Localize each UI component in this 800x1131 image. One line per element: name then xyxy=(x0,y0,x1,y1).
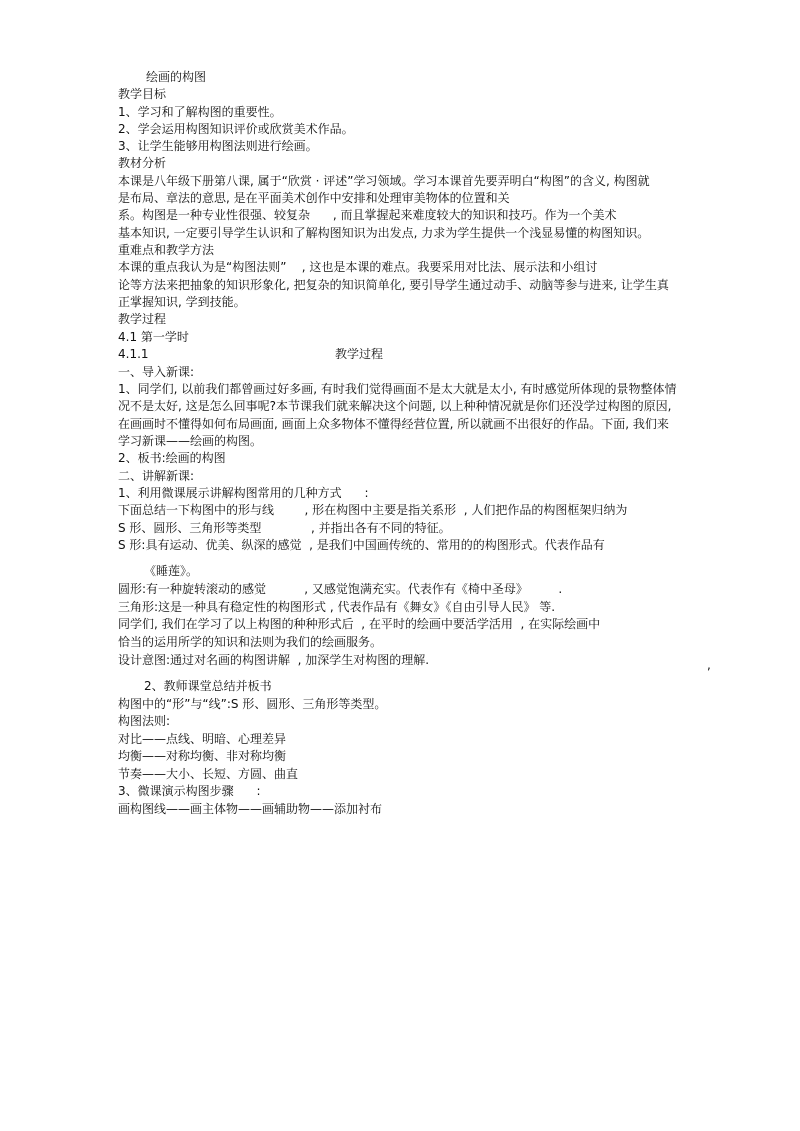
text-line: 1、利用微课展示讲解构图常用的几种方式 : xyxy=(118,486,369,500)
text-line: 画构图线——画主体物——画辅助物——添加衬布 xyxy=(118,802,383,816)
section-heading-process: 教学过程 xyxy=(118,312,167,326)
section-heading-analysis: 教材分析 xyxy=(118,156,167,170)
text-line: 本课的重点我认为是“构图法则” , 这也是本课的难点。我要采用对比法、展示法和小组讨 xyxy=(118,260,598,274)
text-line: 本课是八年级下册第八课, 属于“欣赏 · 评述”学习领域。学习本课首先要弄明白“构图”的含义, 构图就 xyxy=(118,174,650,188)
section-heading-methods: 重难点和教学方法 xyxy=(118,243,215,257)
text-line: 设计意图:通过对名画的构图讲解 , 加深学生对构图的理解. xyxy=(118,653,430,667)
section-heading-goals: 教学目标 xyxy=(118,87,167,101)
text-line: S 形、圆形、三角形等类型 , 并指出各有不同的特征。 xyxy=(118,521,451,535)
text-line: 1、同学们, 以前我们都曾画过好多画, 有时我们觉得画面不是太大就是太小, 有时感觉所体现的景物整体情 xyxy=(118,382,677,396)
text-line: 学习新课——绘画的构图。 xyxy=(118,434,263,448)
text-line: 4.1.1 xyxy=(118,347,149,361)
text-line: 对比——点线、明暗、心理差异 xyxy=(118,732,287,746)
text-line: 二、讲解新课: xyxy=(118,469,195,483)
text-line: 是布局、章法的意思, 是在平面美术创作中安排和处理审美物体的位置和关 xyxy=(118,191,510,205)
text-line: 恰当的运用所学的知识和法则为我们的绘画服务。 xyxy=(118,635,383,649)
text-line: 构图法则: xyxy=(118,714,171,728)
text-line: 2、板书:绘画的构图 xyxy=(118,451,226,465)
text-line: 3、微课演示构图步骤 : xyxy=(118,784,261,798)
center-heading: 教学过程 xyxy=(335,347,384,361)
text-line: 下面总结一下构图中的形与线 , 形在构图中主要是指关系形 , 人们把作品的构图框架归纳为 xyxy=(118,503,628,517)
text-line: 在画画时不懂得如何布局画面, 画面上众多物体不懂得经营位置, 所以就画不出很好的作品。下面, 我们来 xyxy=(118,417,669,431)
text-line: S 形:具有运动、优美、纵深的感觉 , 是我们中国画传统的、常用的的构图形式。代表作品有 xyxy=(118,538,605,552)
text-line: 4.1 第一学时 xyxy=(118,330,189,344)
text-line: 同学们, 我们在学习了以上构图的种种形式后 , 在平时的绘画中要活学活用 , 在实际绘画中 xyxy=(118,617,601,631)
text-line: 况不是太好, 这是怎么回事呢?本节课我们就来解决这个问题, 以上种种情况就是你们还没学过构图的原因, xyxy=(118,399,672,413)
text-line: 论等方法来把抽象的知识形象化, 把复杂的知识简单化, 要引导学生通过动手、动脑等参与进来, 让学生真 xyxy=(118,278,669,292)
text-line: 三角形:这是一种具有稳定性的构图形式 , 代表作品有《舞女》《自由引导人民》 等. xyxy=(118,600,556,614)
indented-line: 2、教师课堂总结并板书 xyxy=(144,679,272,693)
text-line: 构图中的“形”与“线”:S 形、圆形、三角形等类型。 xyxy=(118,697,387,711)
text-line: 基本知识, 一定要引导学生认识和了解构图知识为出发点, 力求为学生提供一个浅显易懂的构图知识。 xyxy=(118,226,650,240)
text-line: 系。构图是一种专业性很强、较复杂 , 而且掌握起来难度较大的知识和技巧。作为一个美术 xyxy=(118,208,617,222)
text-line: 3、让学生能够用构图法则进行绘画。 xyxy=(118,139,318,153)
text-line: 2、学会运用构图知识评价或欣赏美术作品。 xyxy=(118,122,354,136)
text-line: 一、导入新课: xyxy=(118,365,195,379)
text-line: 均衡——对称均衡、非对称均衡 xyxy=(118,749,287,763)
text-line: 1、学习和了解构图的重要性。 xyxy=(118,105,282,119)
stray-mark: , xyxy=(707,658,711,672)
document-title: 绘画的构图 xyxy=(146,70,207,84)
indented-line: 《睡莲》。 xyxy=(144,564,199,578)
text-line: 圆形:有一种旋转滚动的感觉 , 又感觉饱满充实。代表作有《椅中圣母》 . xyxy=(118,582,563,596)
text-line: 节奏——大小、长短、方圆、曲直 xyxy=(118,767,299,781)
text-line: 正掌握知识, 学到技能。 xyxy=(118,295,246,309)
